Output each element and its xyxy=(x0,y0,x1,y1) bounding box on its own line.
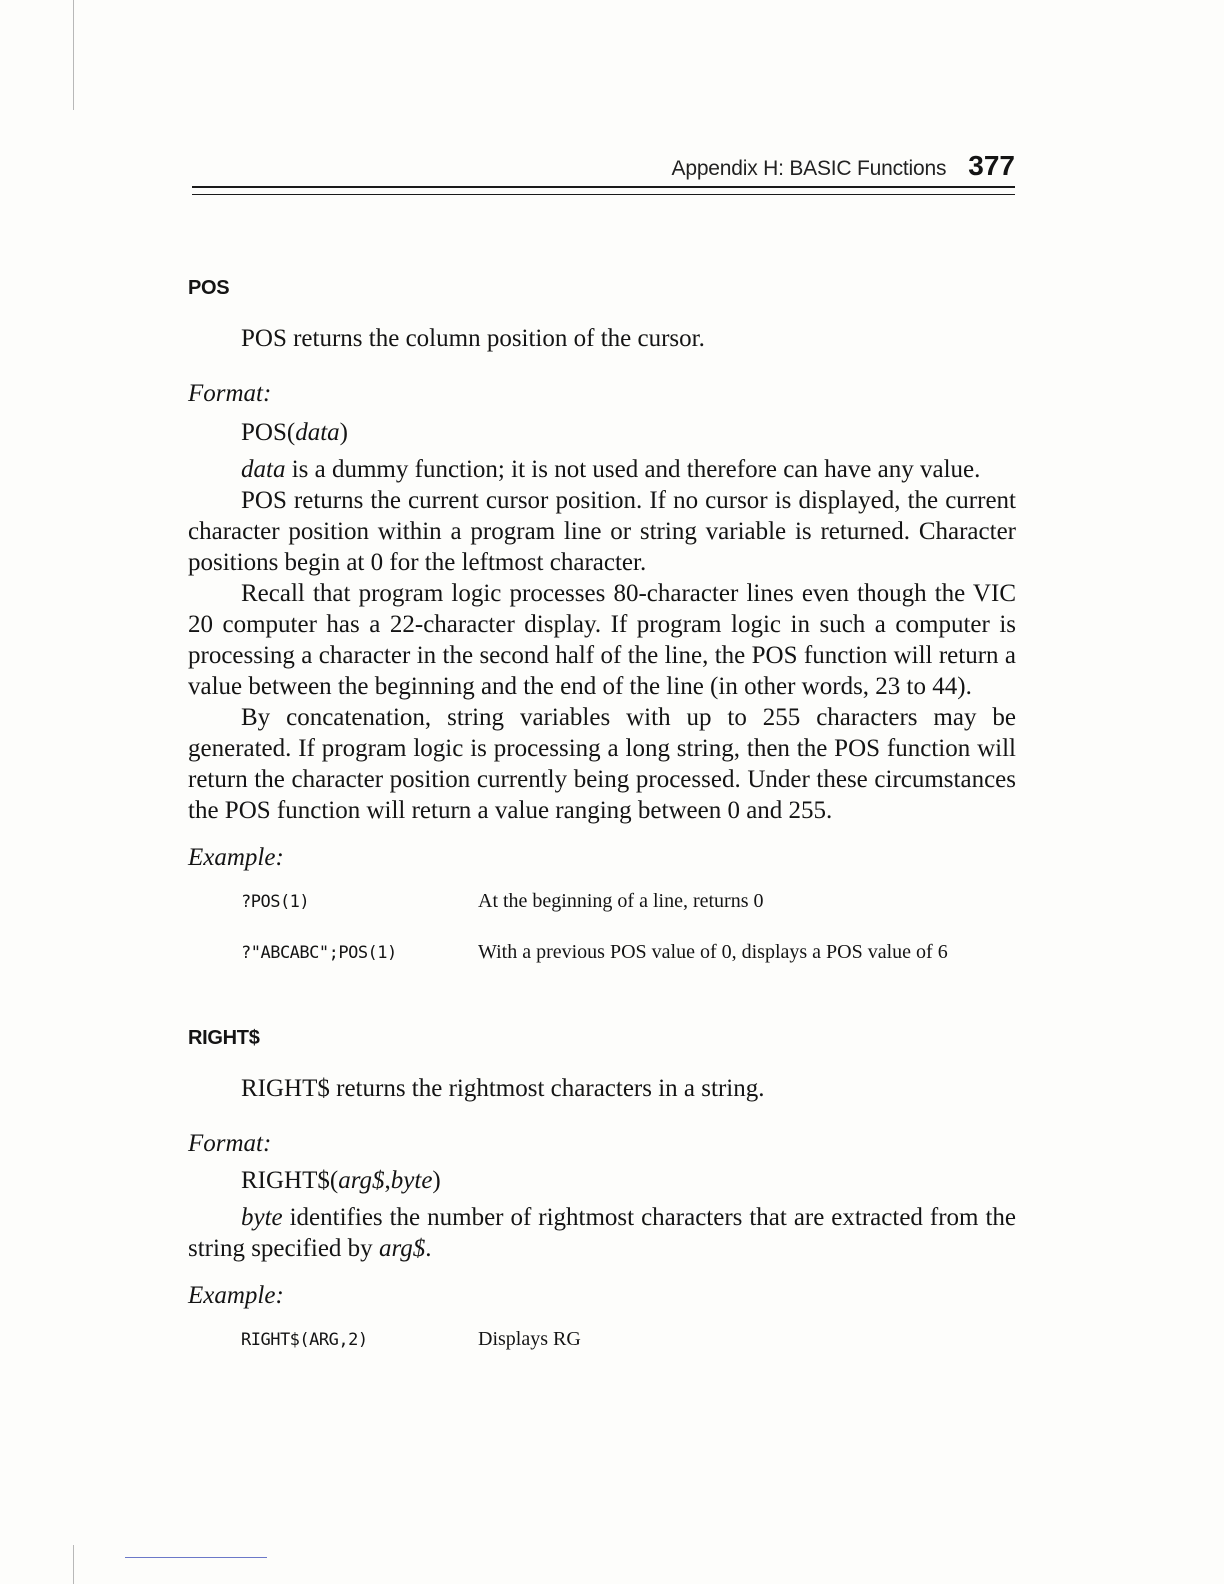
pos-syntax-close: ) xyxy=(339,419,348,446)
pos-p1-text: is a dummy function; it is not used and therefore can have any value. xyxy=(285,456,981,483)
pos-syntax-name: POS( xyxy=(241,419,296,446)
right-p1-end: . xyxy=(425,1235,432,1262)
page-body xyxy=(188,270,1016,1352)
pos-example-desc: At the beginning of a line, returns 0 xyxy=(478,890,764,912)
right-syntax-close: ) xyxy=(432,1167,441,1194)
right-p1-term: byte xyxy=(241,1204,283,1231)
running-title: Appendix H: BASIC Functions xyxy=(671,157,947,180)
pos-example-row xyxy=(188,889,1016,914)
right-paragraph-1 xyxy=(188,1202,1016,1264)
pos-paragraph-4: By concatenation, string variables with up to 255 characters may be generated. If program logic is processing a long string, then the POS function will return the character position currently being processed. Under these circumstances the POS function will return a value ranging between 0 and 255. xyxy=(188,704,1016,824)
right-p1-text: identifies the number of rightmost characters that are extracted from the string specified by xyxy=(188,1204,1016,1262)
right-syntax-sep: , xyxy=(384,1167,391,1194)
pos-syntax xyxy=(188,417,1016,448)
scan-edge-line-top xyxy=(73,0,74,110)
pos-paragraph-2: POS returns the current cursor position. If no cursor is displayed, the current character position within a program line or string variable is returned. Character positions begin at 0 for the leftmost character. xyxy=(188,487,1016,576)
right-example-desc: Displays RG xyxy=(478,1328,581,1350)
right-example-label: Example: xyxy=(188,1282,284,1309)
right-syntax-name: RIGHT$( xyxy=(241,1167,339,1194)
right-syntax xyxy=(188,1165,1016,1196)
pos-example-row xyxy=(188,940,1016,965)
pos-section xyxy=(188,270,1016,965)
pos-example-label: Example: xyxy=(188,844,284,871)
right-syntax-arg1: arg$ xyxy=(338,1167,385,1194)
scan-edge-line-bottom xyxy=(73,1545,74,1584)
pos-format-label: Format: xyxy=(188,380,272,407)
running-header xyxy=(192,150,1015,186)
right-syntax-arg2: byte xyxy=(390,1167,433,1194)
right-section xyxy=(188,1020,1016,1352)
right-example-row xyxy=(188,1327,1016,1352)
page-number: 377 xyxy=(968,150,1015,181)
footer-rule xyxy=(125,1557,267,1558)
pos-p1-term: data xyxy=(241,456,286,483)
header-rule-thick xyxy=(192,186,1015,188)
pos-example-code: ?POS(1) xyxy=(241,892,310,912)
right-example-code: RIGHT$(ARG,2) xyxy=(241,1330,368,1350)
pos-example-code: ?"ABCABC";POS(1) xyxy=(241,943,397,963)
pos-syntax-arg: data xyxy=(295,419,340,446)
right-p1-term2: arg$ xyxy=(378,1235,426,1262)
right-intro: RIGHT$ returns the rightmost characters in a string. xyxy=(241,1075,765,1102)
pos-example-desc: With a previous POS value of 0, displays a POS value of 6 xyxy=(478,941,948,963)
right-format-label: Format: xyxy=(188,1130,272,1157)
header-rule-thin xyxy=(192,194,1015,195)
pos-heading: POS xyxy=(188,277,230,299)
right-heading: RIGHT$ xyxy=(188,1027,260,1049)
pos-paragraph-3: Recall that program logic processes 80-character lines even though the VIC 20 computer has a 22-character display. If program logic in such a computer is processing a character in the second half of the line, the POS function will return a value between the beginning and the end of the line (in other words, 23 to 44). xyxy=(188,580,1016,700)
pos-paragraph-1 xyxy=(188,454,1016,485)
pos-intro: POS returns the column position of the cursor. xyxy=(241,325,705,352)
